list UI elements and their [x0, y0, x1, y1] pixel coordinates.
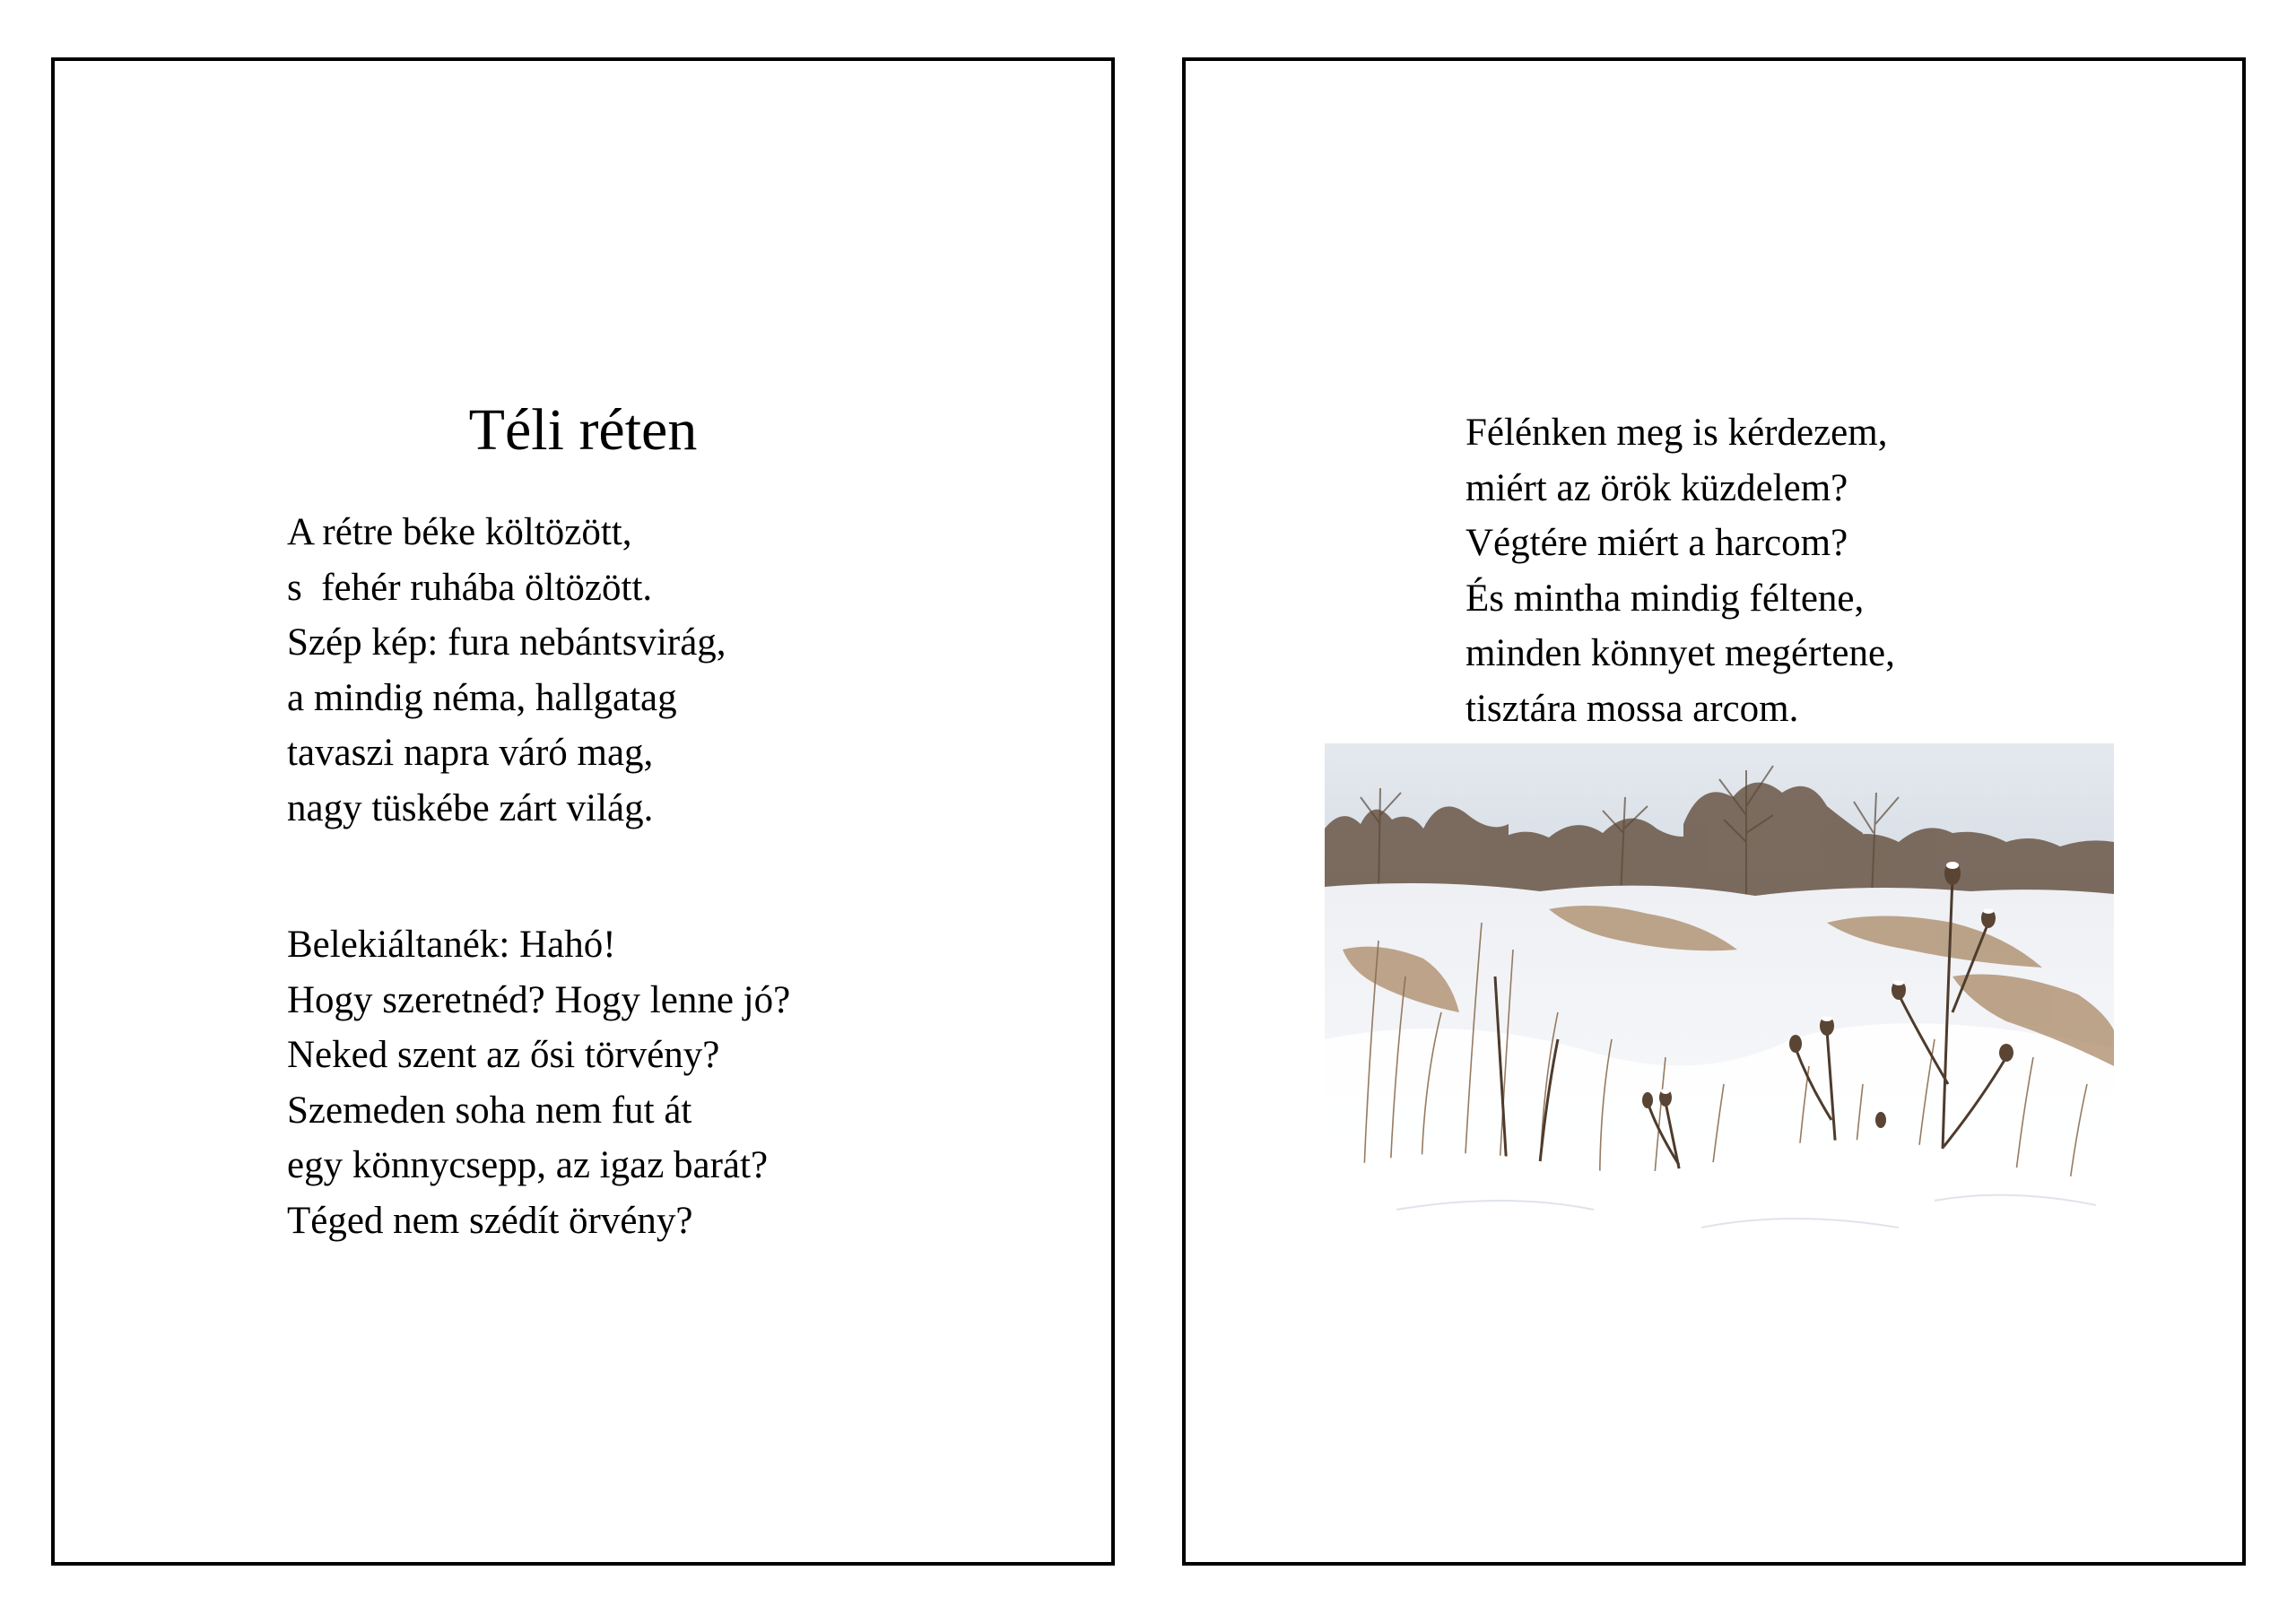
poem-line: A rétre béke költözött,: [287, 511, 632, 553]
poem-line: a mindig néma, hallgatag: [287, 676, 677, 719]
poem-line: nagy tüskébe zárt világ.: [287, 786, 654, 829]
poem-line: minden könnyet megértene,: [1465, 632, 1895, 674]
poem-line: Neked szent az ősi törvény?: [287, 1034, 720, 1076]
poem-line: Téged nem szédít örvény?: [287, 1199, 693, 1242]
stanza: [287, 917, 790, 1248]
poem-line: miért az örök küzdelem?: [1465, 466, 1848, 509]
poem-line: Félénken meg is kérdezem,: [1465, 412, 1888, 454]
poem-line: egy könnycsepp, az igaz barát?: [287, 1144, 769, 1186]
poem-line: Belekiáltanék: Hahó!: [287, 924, 616, 966]
right-page: [1182, 57, 2246, 1566]
poem-line: Végtére miért a harcom?: [1465, 522, 1848, 564]
stanza: [1465, 405, 1895, 736]
poem-line: s fehér ruhába öltözött.: [287, 566, 653, 609]
left-page: [51, 57, 1115, 1566]
stanza: [287, 505, 726, 836]
poem-line: Szemeden soha nem fut át: [287, 1089, 692, 1132]
winter-meadow-photo: [1325, 743, 2114, 1272]
poem-title: Téli réten: [468, 397, 698, 463]
poem-line: tisztára mossa arcom.: [1465, 687, 1799, 730]
poem-line: És mintha mindig féltene,: [1465, 577, 1865, 620]
poem-line: Hogy szeretnéd? Hogy lenne jó?: [287, 978, 791, 1021]
poem-line: tavaszi napra váró mag,: [287, 732, 654, 774]
poem-line: Szép kép: fura nebántsvirág,: [287, 621, 726, 664]
